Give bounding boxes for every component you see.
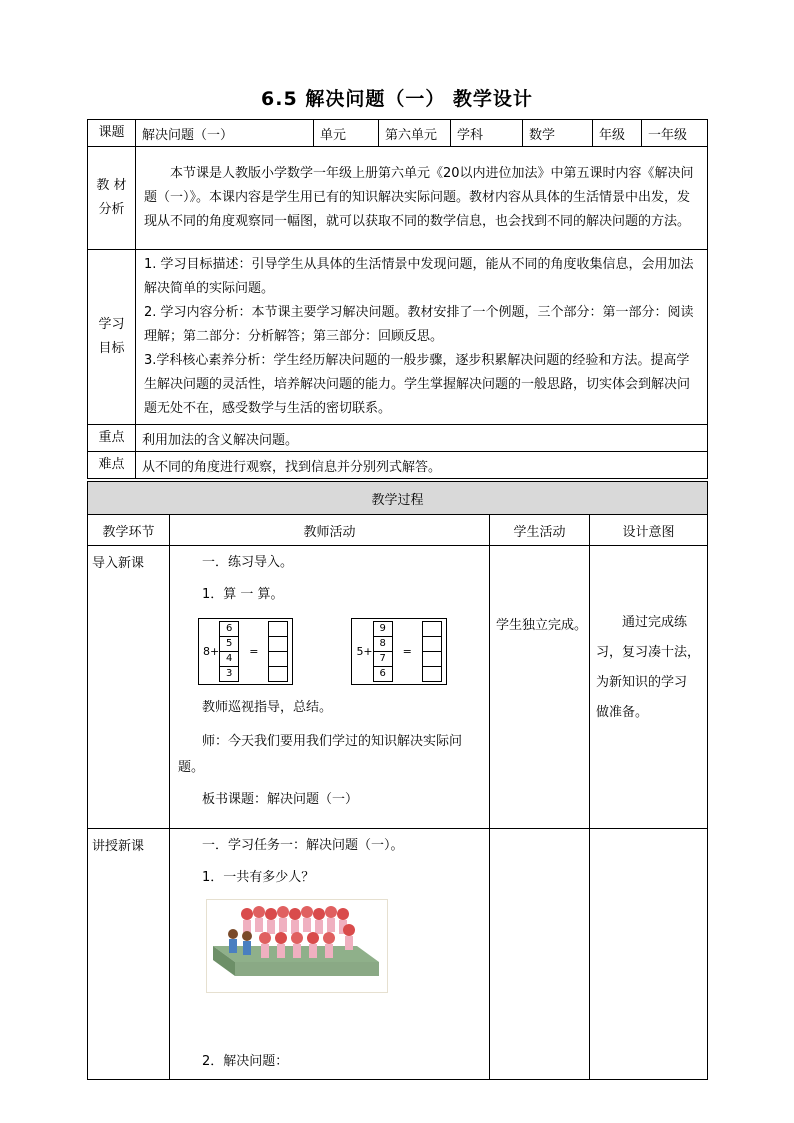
calc2-num: 9 <box>373 622 392 637</box>
calc2-numbers <box>373 621 393 682</box>
calc1-num: 4 <box>220 652 239 667</box>
stage-intro: 导入新课 <box>88 546 170 829</box>
design-line2: 习，复习凑十法， <box>596 645 701 660</box>
calc2-answers <box>422 621 442 682</box>
new-line3: 2．解决问题： <box>202 1054 289 1069</box>
calc-exercises <box>198 618 483 685</box>
calc1-num: 3 <box>220 667 239 682</box>
intro-line3: 教师巡视指导，总结。 <box>202 700 333 715</box>
analysis-label-line2: 分析 <box>98 202 125 217</box>
design-intent-new <box>590 829 708 1080</box>
course-label: 课题 <box>88 120 136 147</box>
analysis-text: 本节课是人教版小学数学一年级上册第六单元《20以内进位加法》中第五课时内容《解决问题（一）》。本课内容是学生用已有的知识解决实际问题。教材内容从具体的生活情景中出发，发现从不同的角度观察同一幅图，就可以获取不同的数学信息，也会找到不同的解决问题的方法。 <box>136 147 708 250</box>
calc2-num: 6 <box>373 667 392 682</box>
unit-value: 第六单元 <box>379 120 451 147</box>
answer-box[interactable] <box>269 637 288 652</box>
process-header: 教学过程 <box>88 482 708 515</box>
intro-line4b: 题。 <box>178 760 205 775</box>
intro-line4a: 师：今天我们要用我们学过的知识解决实际问 <box>202 734 463 749</box>
difficult-label: 难点 <box>88 452 136 479</box>
col-teacher: 教师活动 <box>170 515 490 546</box>
calc1-answers <box>268 621 288 682</box>
student-activity-new <box>490 829 590 1080</box>
design-line4: 做准备。 <box>596 705 649 720</box>
goals-label <box>88 250 136 425</box>
lesson-info-table <box>87 119 708 479</box>
intro-line1: 一．练习导入。 <box>202 555 294 570</box>
analysis-label <box>88 147 136 250</box>
goal-item-2: 2. 学习内容分析：本节课主要学习解决问题。教材安排了一个例题，三个部分：第一部分：阅读理解；第二部分：分析解答；第三部分：回顾反思。 <box>144 305 694 344</box>
design-line3: 为新知识的学习 <box>596 675 688 690</box>
page-title: 6.5 解决问题（一） 教学设计 <box>261 88 533 110</box>
teacher-activity-new <box>170 829 490 1080</box>
calc1-base: 8+ <box>203 645 220 658</box>
calc2-num: 7 <box>373 652 392 667</box>
design-line1: 通过完成练 <box>622 615 688 630</box>
key-label: 重点 <box>88 425 136 452</box>
calc2-num: 8 <box>373 637 392 652</box>
answer-box[interactable] <box>422 667 441 682</box>
teaching-process-table <box>87 481 708 1080</box>
grade-label: 年级 <box>593 120 642 147</box>
answer-box[interactable] <box>269 667 288 682</box>
col-student: 学生活动 <box>490 515 590 546</box>
calc1-num: 6 <box>220 622 239 637</box>
stage-new-lesson: 讲授新课 <box>88 829 170 1080</box>
grade-value: 一年级 <box>642 120 708 147</box>
col-design: 设计意图 <box>590 515 708 546</box>
goals-cell <box>136 250 708 425</box>
answer-box[interactable] <box>269 652 288 667</box>
calc1-equals: = <box>249 645 259 658</box>
subject-label: 学科 <box>451 120 523 147</box>
goals-label-line2: 目标 <box>98 341 125 356</box>
calc2-base: 5+ <box>356 645 373 658</box>
difficult-text: 从不同的角度进行观察，找到信息并分别列式解答。 <box>136 452 708 479</box>
key-text: 利用加法的含义解决问题。 <box>136 425 708 452</box>
analysis-label-line1: 教 材 <box>96 178 127 193</box>
student-activity-intro: 学生独立完成。 <box>490 546 590 829</box>
answer-box[interactable] <box>269 622 288 637</box>
answer-box[interactable] <box>422 637 441 652</box>
design-intent-intro <box>590 546 708 829</box>
answer-box[interactable] <box>422 622 441 637</box>
subject-value: 数学 <box>523 120 593 147</box>
calc-box-1 <box>198 618 293 685</box>
calc1-numbers <box>219 621 239 682</box>
calc-box-2 <box>351 618 446 685</box>
answer-box[interactable] <box>422 652 441 667</box>
teacher-activity-intro <box>170 546 490 829</box>
col-stage: 教学环节 <box>88 515 170 546</box>
intro-line2: 1．算 一 算。 <box>202 587 284 602</box>
stage-picture <box>207 900 387 992</box>
new-line2: 1．一共有多少人？ <box>202 870 315 885</box>
goal-item-1: 1. 学习目标描述：引导学生从具体的生活情景中发现问题，能从不同的角度收集信息，会用加法解决简单的实际问题。 <box>144 257 694 296</box>
calc2-equals: = <box>402 645 412 658</box>
children-stage-illustration <box>206 899 388 993</box>
course-value: 解决问题（一） <box>136 120 314 147</box>
goals-label-line1: 学习 <box>98 317 125 332</box>
intro-line5: 板书课题：解决问题（一） <box>202 792 359 807</box>
unit-label: 单元 <box>314 120 379 147</box>
new-line1: 一．学习任务一：解决问题（一）。 <box>202 838 404 853</box>
calc1-num: 5 <box>220 637 239 652</box>
goal-item-3: 3.学科核心素养分析：学生经历解决问题的一般步骤，逐步积累解决问题的经验和方法。提高学生解决问题的灵活性，培养解决问题的能力。学生掌握解决问题的一般思路，切实体会到解决问题无处不在，感受数学与生活的密切联系。 <box>144 353 691 416</box>
